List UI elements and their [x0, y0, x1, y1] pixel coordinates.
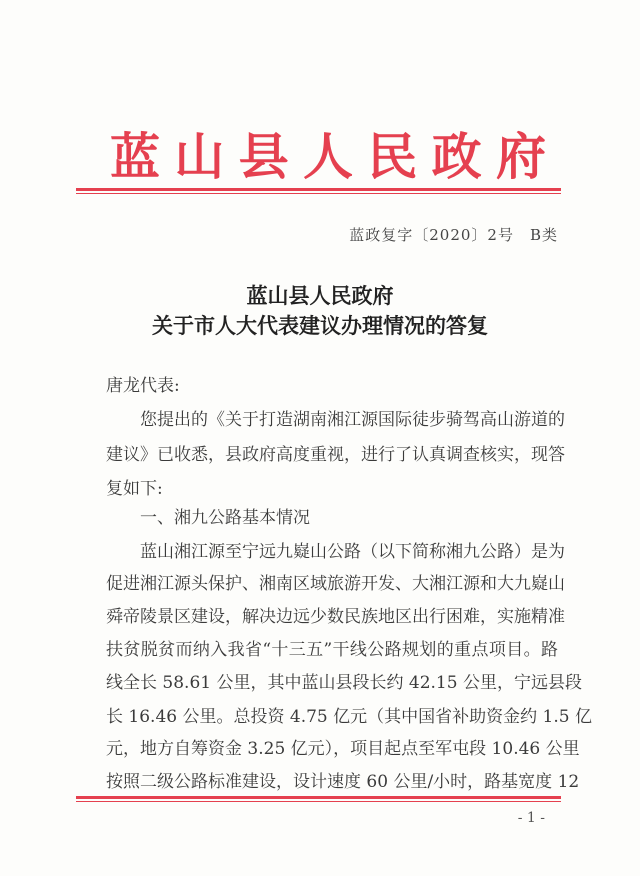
salutation: 唐龙代表:: [106, 376, 180, 396]
body-line: 长 16.46 公里。总投资 4.75 亿元（其中国省补助资金约 1.5 亿: [106, 707, 592, 727]
header-char: 山: [174, 127, 225, 186]
body-line: 线全长 58.61 公里，其中蓝山县段长约 42.15 公里，宁远县段: [106, 673, 582, 693]
issuing-authority-header: [110, 118, 546, 188]
footer-red-rule-thin: [76, 801, 561, 802]
header-char: 府: [495, 127, 546, 186]
header-char: 人: [302, 127, 353, 186]
body-line: 促进湘江源头保护、湘南区域旅游开发、大湘江源和大九嶷山: [106, 574, 565, 594]
body-line: 蓝山湘江源至宁远九嶷山公路（以下简称湘九公路）是为: [106, 542, 565, 562]
header-char: 县: [238, 127, 289, 186]
document-title-line2: 关于市人大代表建议办理情况的答复: [152, 313, 488, 338]
body-line: 您提出的《关于打造湖南湘江源国际徒步骑驾高山游道的: [106, 410, 565, 430]
body-line: 建议》已收悉，县政府高度重视，进行了认真调查核实，现答: [106, 445, 565, 465]
body-line: 按照二级公路标准建设，设计速度 60 公里/小时，路基宽度 12: [106, 772, 580, 792]
header-red-rule: [76, 188, 561, 191]
body-line: 元，地方自筹资金 3.25 亿元），项目起点至军屯段 10.46 公里: [106, 739, 580, 759]
section-heading: 一、湘九公路基本情况: [106, 508, 310, 528]
header-char: 民: [367, 127, 418, 186]
document-title-line1: 蓝山县人民政府: [246, 283, 394, 308]
header-char: 政: [431, 127, 482, 186]
header-char: 蓝: [110, 127, 160, 186]
page-number: - 1 -: [517, 810, 545, 826]
document-number: 蓝政复字〔2020〕2号 B类: [349, 226, 558, 244]
body-line: 舜帝陵景区建设，解决边远少数民族地区出行困难，实施精准: [106, 607, 565, 627]
body-line: 复如下:: [106, 479, 163, 499]
body-line: 扶贫脱贫而纳入我省“十三五”干线公路规划的重点项目。路: [106, 640, 558, 660]
footer-red-rule: [76, 796, 561, 799]
header-red-rule-thin: [76, 193, 561, 194]
